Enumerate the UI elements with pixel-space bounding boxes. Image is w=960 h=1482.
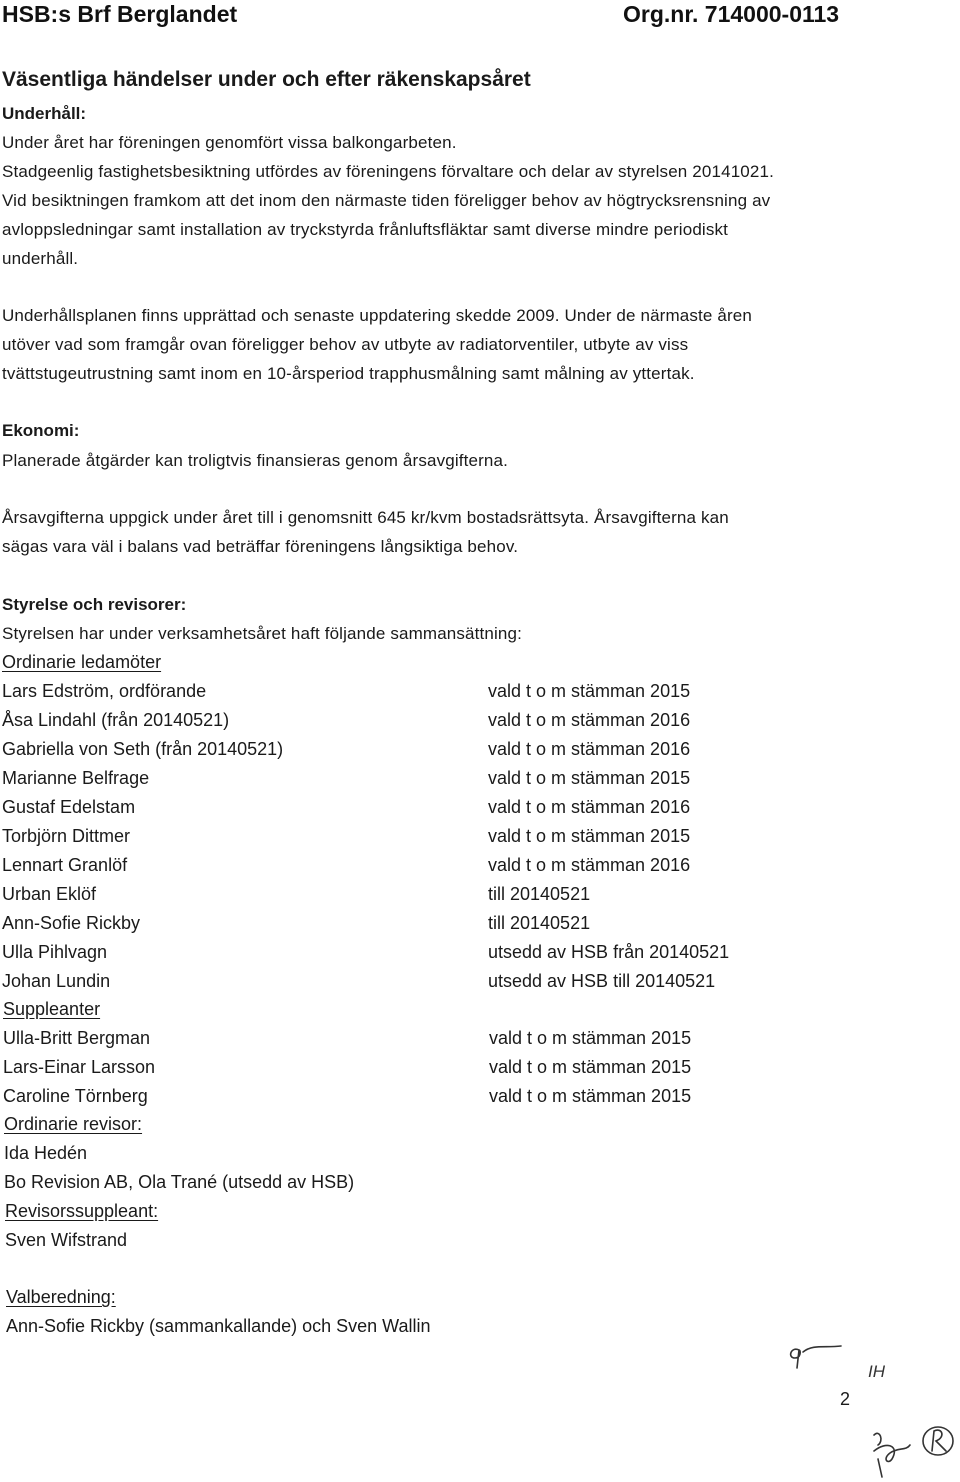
suppleant-term: vald t o m stämman 2015 bbox=[489, 1057, 692, 1077]
underhall-line: Stadgeenlig fastighetsbesiktning utfördes av föreningens förvaltare och delar av styrelsen 20141021. bbox=[2, 162, 774, 181]
revisorssuppleant-name: Sven Wifstrand bbox=[5, 1230, 128, 1250]
member-term: vald t o m stämman 2016 bbox=[488, 797, 691, 817]
ekonomi-line: Årsavgifterna uppgick under året till i genomsnitt 645 kr/kvm bostadsrättsyta. Årsavgifterna kan bbox=[2, 508, 729, 527]
suppleant-term: vald t o m stämman 2015 bbox=[489, 1086, 692, 1106]
member-term: till 20140521 bbox=[488, 913, 591, 933]
suppleant-name: Caroline Törnberg bbox=[3, 1086, 148, 1106]
member-name: Lars Edström, ordförande bbox=[2, 681, 207, 701]
member-name: Marianne Belfrage bbox=[2, 768, 150, 788]
revisor-name: Bo Revision AB, Ola Trané (utsedd av HSB) bbox=[4, 1172, 355, 1192]
member-term: vald t o m stämman 2015 bbox=[488, 826, 691, 846]
suppleant-name: Ulla-Britt Bergman bbox=[3, 1028, 151, 1048]
member-name: Ann-Sofie Rickby bbox=[2, 913, 141, 933]
member-name: Torbjörn Dittmer bbox=[2, 826, 131, 846]
signature-initials: IH bbox=[868, 1362, 885, 1381]
styrelse-intro: Styrelsen har under verksamhetsåret haft följande sammansättning: bbox=[2, 624, 523, 643]
ordinarie-heading: Ordinarie ledamöter bbox=[2, 652, 162, 672]
suppleanter-heading: Suppleanter bbox=[3, 999, 101, 1019]
revisor-heading: Ordinarie revisor: bbox=[4, 1114, 143, 1134]
ekonomi-line: sägas vara väl i balans vad beträffar föreningens långsiktiga behov. bbox=[2, 537, 519, 556]
suppleant-name: Lars-Einar Larsson bbox=[3, 1057, 156, 1077]
association-name: HSB:s Brf Berglandet bbox=[2, 1, 238, 27]
revisorssuppleant-heading: Revisorssuppleant: bbox=[5, 1201, 159, 1221]
underhall-heading: Underhåll: bbox=[2, 104, 87, 123]
underhall-line: underhåll. bbox=[2, 249, 79, 268]
page-number: 2 bbox=[840, 1389, 851, 1409]
section-title: Väsentliga händelser under och efter räkenskapsåret bbox=[2, 68, 531, 91]
member-name: Johan Lundin bbox=[2, 971, 111, 991]
member-term: vald t o m stämman 2016 bbox=[488, 739, 691, 759]
ekonomi-heading: Ekonomi: bbox=[2, 421, 80, 440]
member-term: vald t o m stämman 2015 bbox=[488, 768, 691, 788]
plan-line: tvättstugeutrustning samt inom en 10-årsperiod trapphusmålning samt målning av yttertak. bbox=[2, 364, 695, 383]
member-name: Ulla Pihlvagn bbox=[2, 942, 108, 962]
valberedning-heading: Valberedning: bbox=[6, 1287, 116, 1307]
signature-initials-mark bbox=[785, 1340, 845, 1370]
underhall-line: Vid besiktningen framkom att det inom den närmaste tiden föreligger behov av högtrycksrensning av bbox=[2, 191, 771, 210]
underhall-line: Under året har föreningen genomfört vissa balkongarbeten. bbox=[2, 133, 457, 152]
member-name: Åsa Lindahl (från 20140521) bbox=[2, 710, 230, 730]
member-term: vald t o m stämman 2016 bbox=[488, 710, 691, 730]
member-term: till 20140521 bbox=[488, 884, 591, 904]
member-name: Gustaf Edelstam bbox=[2, 797, 136, 817]
signature-mark bbox=[870, 1415, 958, 1479]
plan-line: utöver vad som framgår ovan föreligger behov av utbyte av radiatorventiler, utbyte av viss bbox=[2, 335, 689, 354]
member-term: utsedd av HSB till 20140521 bbox=[488, 971, 716, 991]
member-term: utsedd av HSB från 20140521 bbox=[488, 942, 730, 962]
member-name: Urban Eklöf bbox=[2, 884, 97, 904]
valberedning-line: Ann-Sofie Rickby (sammankallande) och Sven Wallin bbox=[6, 1316, 431, 1336]
underhall-line: avloppsledningar samt installation av tryckstyrda frånluftsfläktar samt diverse mindre periodiskt bbox=[2, 220, 729, 239]
member-term: vald t o m stämman 2016 bbox=[488, 855, 691, 875]
styrelse-heading: Styrelse och revisorer: bbox=[2, 595, 187, 614]
suppleant-term: vald t o m stämman 2015 bbox=[489, 1028, 692, 1048]
revisor-name: Ida Hedén bbox=[4, 1143, 88, 1163]
member-name: Lennart Granlöf bbox=[2, 855, 128, 875]
org-number: Org.nr. 714000-0113 bbox=[623, 1, 840, 27]
ekonomi-line: Planerade åtgärder kan troligtvis finansieras genom årsavgifterna. bbox=[2, 451, 509, 470]
member-name: Gabriella von Seth (från 20140521) bbox=[2, 739, 284, 759]
plan-line: Underhållsplanen finns upprättad och senaste uppdatering skedde 2009. Under de närmaste åren bbox=[2, 306, 753, 325]
member-term: vald t o m stämman 2015 bbox=[488, 681, 691, 701]
